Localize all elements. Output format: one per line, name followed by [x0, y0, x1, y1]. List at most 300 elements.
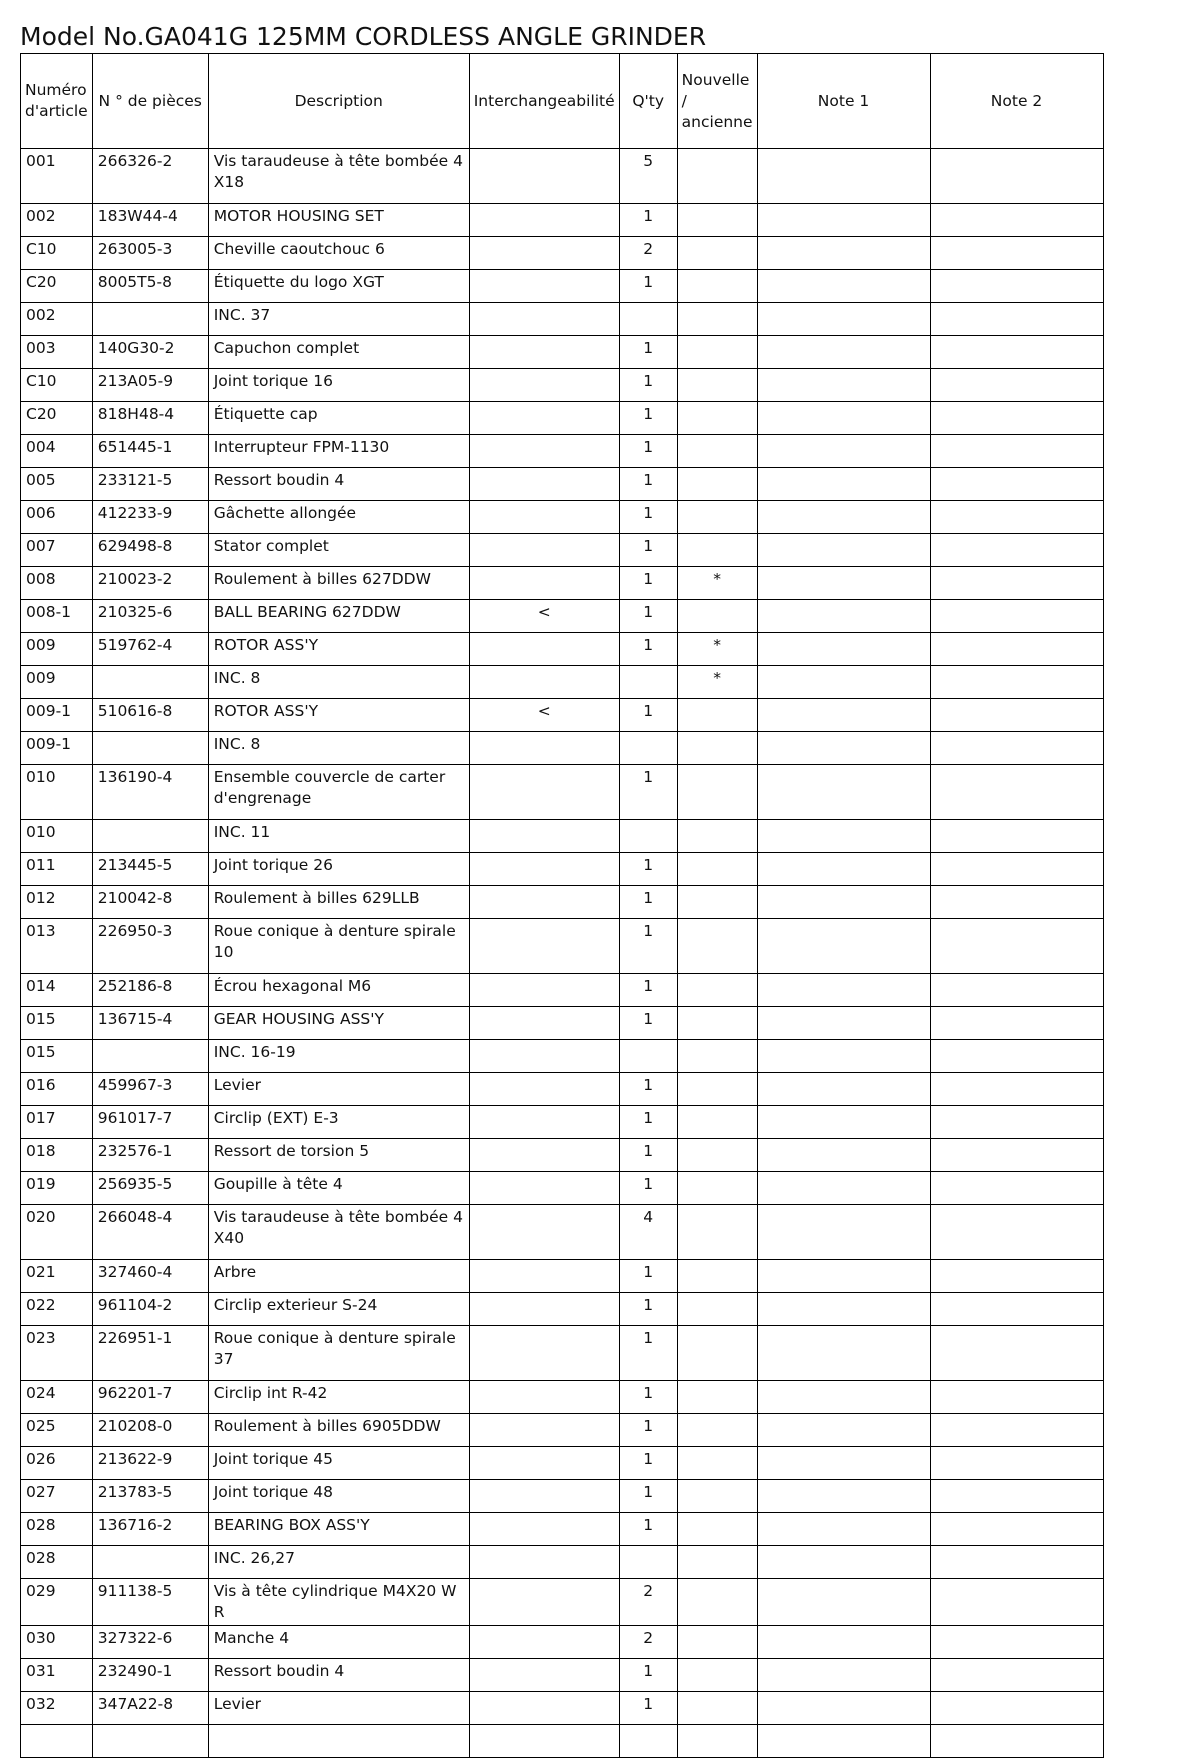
qty-cell: 1: [619, 501, 677, 534]
table-row: [21, 468, 1104, 501]
note-1-cell: [757, 1326, 930, 1381]
item-number-cell: 030: [21, 1626, 93, 1659]
part-number-cell: 136190-4: [92, 765, 208, 820]
qty-cell: 1: [619, 853, 677, 886]
note-1-cell: [757, 886, 930, 919]
item-number-cell: [21, 1725, 93, 1758]
note-1-cell: [757, 1139, 930, 1172]
part-number-cell: 629498-8: [92, 534, 208, 567]
item-number-cell: 024: [21, 1381, 93, 1414]
table-row: [21, 1480, 1104, 1513]
description-cell: INC. 26,27: [208, 1546, 469, 1579]
part-number-cell: [92, 1040, 208, 1073]
note-1-cell: [757, 468, 930, 501]
note-2-cell: [930, 974, 1103, 1007]
interchangeability-cell: [469, 886, 619, 919]
table-row: [21, 1172, 1104, 1205]
description-cell: Joint torique 16: [208, 369, 469, 402]
table-row: [21, 567, 1104, 600]
part-number-cell: 210023-2: [92, 567, 208, 600]
description-cell: BALL BEARING 627DDW: [208, 600, 469, 633]
description-cell: Manche 4: [208, 1626, 469, 1659]
note-1-cell: [757, 1513, 930, 1546]
note-2-cell: [930, 501, 1103, 534]
item-number-cell: 002: [21, 204, 93, 237]
note-1-cell: [757, 1579, 930, 1626]
description-cell: Vis taraudeuse à tête bombée 4X40: [208, 1205, 469, 1260]
new-old-cell: [677, 1579, 757, 1626]
col-header-item-number: Numéro d'article: [21, 54, 93, 149]
item-number-cell: 013: [21, 919, 93, 974]
qty-cell: 1: [619, 1692, 677, 1725]
part-number-cell: 210325-6: [92, 600, 208, 633]
qty-cell: [619, 1725, 677, 1758]
note-1-cell: [757, 303, 930, 336]
note-2-cell: [930, 1626, 1103, 1659]
item-number-cell: 014: [21, 974, 93, 1007]
note-2-cell: [930, 919, 1103, 974]
qty-cell: 5: [619, 149, 677, 204]
interchangeability-cell: [469, 820, 619, 853]
new-old-cell: [677, 699, 757, 732]
part-number-cell: 183W44-4: [92, 204, 208, 237]
qty-cell: 1: [619, 600, 677, 633]
new-old-cell: [677, 1260, 757, 1293]
item-number-cell: 012: [21, 886, 93, 919]
part-number-cell: 911138-5: [92, 1579, 208, 1626]
qty-cell: 1: [619, 1139, 677, 1172]
note-2-cell: [930, 1579, 1103, 1626]
qty-cell: 1: [619, 765, 677, 820]
description-cell: Levier: [208, 1692, 469, 1725]
new-old-cell: [677, 1692, 757, 1725]
new-old-cell: [677, 1139, 757, 1172]
item-number-cell: 018: [21, 1139, 93, 1172]
interchangeability-cell: [469, 1579, 619, 1626]
note-1-cell: [757, 435, 930, 468]
item-number-cell: C10: [21, 369, 93, 402]
qty-cell: 1: [619, 1293, 677, 1326]
new-old-cell: [677, 501, 757, 534]
note-1-cell: [757, 1546, 930, 1579]
interchangeability-cell: [469, 765, 619, 820]
new-old-cell: [677, 1205, 757, 1260]
note-1-cell: [757, 402, 930, 435]
qty-cell: 1: [619, 1659, 677, 1692]
note-1-cell: [757, 1293, 930, 1326]
note-1-cell: [757, 633, 930, 666]
note-1-cell: [757, 567, 930, 600]
part-number-cell: [92, 1725, 208, 1758]
note-2-cell: [930, 1073, 1103, 1106]
table-row: [21, 699, 1104, 732]
note-2-cell: [930, 1293, 1103, 1326]
note-1-cell: [757, 1172, 930, 1205]
interchangeability-cell: [469, 1326, 619, 1381]
description-cell: Joint torique 26: [208, 853, 469, 886]
new-old-cell: [677, 886, 757, 919]
description-cell: INC. 16-19: [208, 1040, 469, 1073]
interchangeability-cell: [469, 1260, 619, 1293]
description-cell: INC. 11: [208, 820, 469, 853]
description-cell: Arbre: [208, 1260, 469, 1293]
new-old-cell: [677, 1546, 757, 1579]
part-number-cell: 252186-8: [92, 974, 208, 1007]
qty-cell: 1: [619, 919, 677, 974]
note-1-cell: [757, 149, 930, 204]
item-number-cell: 029: [21, 1579, 93, 1626]
note-2-cell: [930, 1381, 1103, 1414]
part-number-cell: [92, 666, 208, 699]
new-old-cell: [677, 369, 757, 402]
item-number-cell: 028: [21, 1546, 93, 1579]
interchangeability-cell: [469, 435, 619, 468]
table-row: [21, 435, 1104, 468]
note-2-cell: [930, 237, 1103, 270]
qty-cell: 1: [619, 1007, 677, 1040]
note-2-cell: [930, 204, 1103, 237]
interchangeability-cell: [469, 204, 619, 237]
qty-cell: [619, 1546, 677, 1579]
note-2-cell: [930, 1513, 1103, 1546]
note-2-cell: [930, 1414, 1103, 1447]
description-cell: MOTOR HOUSING SET: [208, 204, 469, 237]
note-1-cell: [757, 1447, 930, 1480]
note-2-cell: [930, 435, 1103, 468]
note-2-cell: [930, 633, 1103, 666]
new-old-cell: [677, 1172, 757, 1205]
parts-table-body: [21, 149, 1104, 1758]
new-old-cell: [677, 853, 757, 886]
note-2-cell: [930, 1659, 1103, 1692]
note-2-cell: [930, 600, 1103, 633]
item-number-cell: 005: [21, 468, 93, 501]
table-row: [21, 600, 1104, 633]
new-old-cell: [677, 1293, 757, 1326]
interchangeability-cell: [469, 1205, 619, 1260]
table-row: [21, 336, 1104, 369]
part-number-cell: 651445-1: [92, 435, 208, 468]
note-2-cell: [930, 567, 1103, 600]
part-number-cell: 327460-4: [92, 1260, 208, 1293]
item-number-cell: 009-1: [21, 699, 93, 732]
interchangeability-cell: [469, 567, 619, 600]
table-header-row: [21, 54, 1104, 149]
part-number-cell: 266048-4: [92, 1205, 208, 1260]
table-row: [21, 1073, 1104, 1106]
description-cell: INC. 8: [208, 666, 469, 699]
table-row: [21, 1106, 1104, 1139]
interchangeability-cell: [469, 1073, 619, 1106]
item-number-cell: 007: [21, 534, 93, 567]
part-number-cell: 213A05-9: [92, 369, 208, 402]
new-old-cell: [677, 270, 757, 303]
note-2-cell: [930, 149, 1103, 204]
table-row: [21, 666, 1104, 699]
new-old-cell: [677, 1040, 757, 1073]
interchangeability-cell: [469, 853, 619, 886]
description-cell: BEARING BOX ASS'Y: [208, 1513, 469, 1546]
table-row: [21, 765, 1104, 820]
item-number-cell: 032: [21, 1692, 93, 1725]
description-cell: Capuchon complet: [208, 336, 469, 369]
new-old-cell: [677, 149, 757, 204]
table-row: [21, 1626, 1104, 1659]
table-row: [21, 974, 1104, 1007]
new-old-cell: [677, 1007, 757, 1040]
note-1-cell: [757, 974, 930, 1007]
note-2-cell: [930, 1139, 1103, 1172]
table-row: [21, 303, 1104, 336]
item-number-cell: 019: [21, 1172, 93, 1205]
part-number-cell: 210042-8: [92, 886, 208, 919]
table-row: [21, 1447, 1104, 1480]
page-title: Model No.GA041G 125MM CORDLESS ANGLE GRINDER: [20, 22, 707, 51]
description-cell: Roue conique à denture spirale 10: [208, 919, 469, 974]
interchangeability-cell: [469, 237, 619, 270]
new-old-cell: [677, 534, 757, 567]
description-cell: Vis taraudeuse à tête bombée 4X18: [208, 149, 469, 204]
interchangeability-cell: [469, 534, 619, 567]
qty-cell: 1: [619, 336, 677, 369]
interchangeability-cell: [469, 270, 619, 303]
part-number-cell: 256935-5: [92, 1172, 208, 1205]
interchangeability-cell: [469, 1692, 619, 1725]
item-number-cell: 027: [21, 1480, 93, 1513]
table-row: [21, 1659, 1104, 1692]
item-number-cell: C20: [21, 402, 93, 435]
new-old-cell: [677, 765, 757, 820]
item-number-cell: 010: [21, 820, 93, 853]
description-cell: Ensemble couvercle de carter d'engrenage: [208, 765, 469, 820]
description-cell: Étiquette cap: [208, 402, 469, 435]
table-row: [21, 1414, 1104, 1447]
part-number-cell: 213622-9: [92, 1447, 208, 1480]
note-1-cell: [757, 1480, 930, 1513]
description-cell: Goupille à tête 4: [208, 1172, 469, 1205]
item-number-cell: 009: [21, 633, 93, 666]
qty-cell: 1: [619, 1447, 677, 1480]
description-cell: Vis à tête cylindrique M4X20 WR: [208, 1579, 469, 1626]
new-old-cell: [677, 600, 757, 633]
note-2-cell: [930, 1725, 1103, 1758]
description-cell: Roulement à billes 629LLB: [208, 886, 469, 919]
item-number-cell: 023: [21, 1326, 93, 1381]
part-number-cell: 961017-7: [92, 1106, 208, 1139]
note-1-cell: [757, 765, 930, 820]
new-old-cell: [677, 1381, 757, 1414]
interchangeability-cell: [469, 1414, 619, 1447]
part-number-cell: 136716-2: [92, 1513, 208, 1546]
interchangeability-cell: [469, 919, 619, 974]
interchangeability-cell: [469, 1381, 619, 1414]
description-cell: Roulement à billes 6905DDW: [208, 1414, 469, 1447]
item-number-cell: 008-1: [21, 600, 93, 633]
note-2-cell: [930, 699, 1103, 732]
note-2-cell: [930, 1172, 1103, 1205]
interchangeability-cell: [469, 1106, 619, 1139]
interchangeability-cell: [469, 369, 619, 402]
item-number-cell: C20: [21, 270, 93, 303]
item-number-cell: 003: [21, 336, 93, 369]
description-cell: Levier: [208, 1073, 469, 1106]
note-1-cell: [757, 369, 930, 402]
qty-cell: 1: [619, 204, 677, 237]
item-number-cell: C10: [21, 237, 93, 270]
table-row: [21, 1040, 1104, 1073]
part-number-cell: 232576-1: [92, 1139, 208, 1172]
part-number-cell: 519762-4: [92, 633, 208, 666]
description-cell: INC. 37: [208, 303, 469, 336]
description-cell: Circlip (EXT) E-3: [208, 1106, 469, 1139]
table-row: [21, 1205, 1104, 1260]
table-row: [21, 1513, 1104, 1546]
new-old-cell: [677, 1106, 757, 1139]
qty-cell: 1: [619, 534, 677, 567]
table-row: [21, 886, 1104, 919]
item-number-cell: 015: [21, 1007, 93, 1040]
part-number-cell: [92, 820, 208, 853]
note-1-cell: [757, 1381, 930, 1414]
table-row: [21, 402, 1104, 435]
interchangeability-cell: [469, 1040, 619, 1073]
description-cell: Ressort boudin 4: [208, 468, 469, 501]
note-2-cell: [930, 1480, 1103, 1513]
item-number-cell: 016: [21, 1073, 93, 1106]
note-2-cell: [930, 765, 1103, 820]
interchangeability-cell: [469, 1007, 619, 1040]
item-number-cell: 028: [21, 1513, 93, 1546]
col-header-interchangeability: Interchangeabilité: [469, 54, 619, 149]
note-2-cell: [930, 1692, 1103, 1725]
interchangeability-cell: [469, 1172, 619, 1205]
new-old-cell: [677, 974, 757, 1007]
item-number-cell: 015: [21, 1040, 93, 1073]
item-number-cell: 008: [21, 567, 93, 600]
new-old-cell: [677, 402, 757, 435]
description-cell: Interrupteur FPM-1130: [208, 435, 469, 468]
qty-cell: [619, 732, 677, 765]
description-cell: Ressort de torsion 5: [208, 1139, 469, 1172]
part-number-cell: 233121-5: [92, 468, 208, 501]
description-cell: [208, 1725, 469, 1758]
new-old-cell: [677, 1414, 757, 1447]
part-number-cell: 327322-6: [92, 1626, 208, 1659]
table-row: [21, 1579, 1104, 1626]
item-number-cell: 009-1: [21, 732, 93, 765]
table-row: [21, 1381, 1104, 1414]
new-old-cell: [677, 820, 757, 853]
qty-cell: 1: [619, 1480, 677, 1513]
interchangeability-cell: [469, 468, 619, 501]
note-2-cell: [930, 1007, 1103, 1040]
part-number-cell: 232490-1: [92, 1659, 208, 1692]
table-row: [21, 1293, 1104, 1326]
description-cell: Joint torique 48: [208, 1480, 469, 1513]
description-cell: INC. 8: [208, 732, 469, 765]
description-cell: Circlip int R-42: [208, 1381, 469, 1414]
note-1-cell: [757, 1626, 930, 1659]
qty-cell: 1: [619, 886, 677, 919]
interchangeability-cell: [469, 1139, 619, 1172]
parts-table-container: [20, 53, 1104, 1713]
part-number-cell: 266326-2: [92, 149, 208, 204]
note-2-cell: [930, 666, 1103, 699]
qty-cell: 1: [619, 1260, 677, 1293]
note-1-cell: [757, 336, 930, 369]
part-number-cell: 459967-3: [92, 1073, 208, 1106]
new-old-cell: [677, 237, 757, 270]
qty-cell: 1: [619, 567, 677, 600]
note-2-cell: [930, 1447, 1103, 1480]
note-2-cell: [930, 369, 1103, 402]
note-2-cell: [930, 303, 1103, 336]
note-1-cell: [757, 853, 930, 886]
note-1-cell: [757, 1073, 930, 1106]
description-cell: Joint torique 45: [208, 1447, 469, 1480]
new-old-cell: [677, 1659, 757, 1692]
description-cell: Ressort boudin 4: [208, 1659, 469, 1692]
qty-cell: 1: [619, 1326, 677, 1381]
new-old-cell: *: [677, 567, 757, 600]
item-number-cell: 009: [21, 666, 93, 699]
note-1-cell: [757, 1205, 930, 1260]
table-row: [21, 237, 1104, 270]
part-number-cell: 263005-3: [92, 237, 208, 270]
qty-cell: 1: [619, 633, 677, 666]
interchangeability-cell: [469, 303, 619, 336]
interchangeability-cell: [469, 1626, 619, 1659]
part-number-cell: 226950-3: [92, 919, 208, 974]
qty-cell: 1: [619, 1073, 677, 1106]
part-number-cell: 961104-2: [92, 1293, 208, 1326]
col-header-qty: Q'ty: [619, 54, 677, 149]
table-row: [21, 919, 1104, 974]
interchangeability-cell: [469, 1546, 619, 1579]
qty-cell: [619, 303, 677, 336]
new-old-cell: [677, 1480, 757, 1513]
part-number-cell: 412233-9: [92, 501, 208, 534]
qty-cell: 1: [619, 1106, 677, 1139]
item-number-cell: 004: [21, 435, 93, 468]
qty-cell: 1: [619, 369, 677, 402]
part-number-cell: 210208-0: [92, 1414, 208, 1447]
note-1-cell: [757, 1692, 930, 1725]
note-2-cell: [930, 468, 1103, 501]
new-old-cell: [677, 468, 757, 501]
table-row: [21, 1725, 1104, 1758]
item-number-cell: 031: [21, 1659, 93, 1692]
qty-cell: 2: [619, 237, 677, 270]
part-number-cell: 962201-7: [92, 1381, 208, 1414]
table-row: [21, 1260, 1104, 1293]
interchangeability-cell: [469, 149, 619, 204]
note-2-cell: [930, 1260, 1103, 1293]
note-2-cell: [930, 1040, 1103, 1073]
part-number-cell: 213445-5: [92, 853, 208, 886]
item-number-cell: 017: [21, 1106, 93, 1139]
note-1-cell: [757, 732, 930, 765]
note-1-cell: [757, 204, 930, 237]
qty-cell: 1: [619, 1381, 677, 1414]
note-1-cell: [757, 1260, 930, 1293]
note-2-cell: [930, 336, 1103, 369]
interchangeability-cell: [469, 1293, 619, 1326]
parts-table: [20, 53, 1104, 1758]
interchangeability-cell: [469, 1725, 619, 1758]
note-1-cell: [757, 919, 930, 974]
description-cell: Stator complet: [208, 534, 469, 567]
